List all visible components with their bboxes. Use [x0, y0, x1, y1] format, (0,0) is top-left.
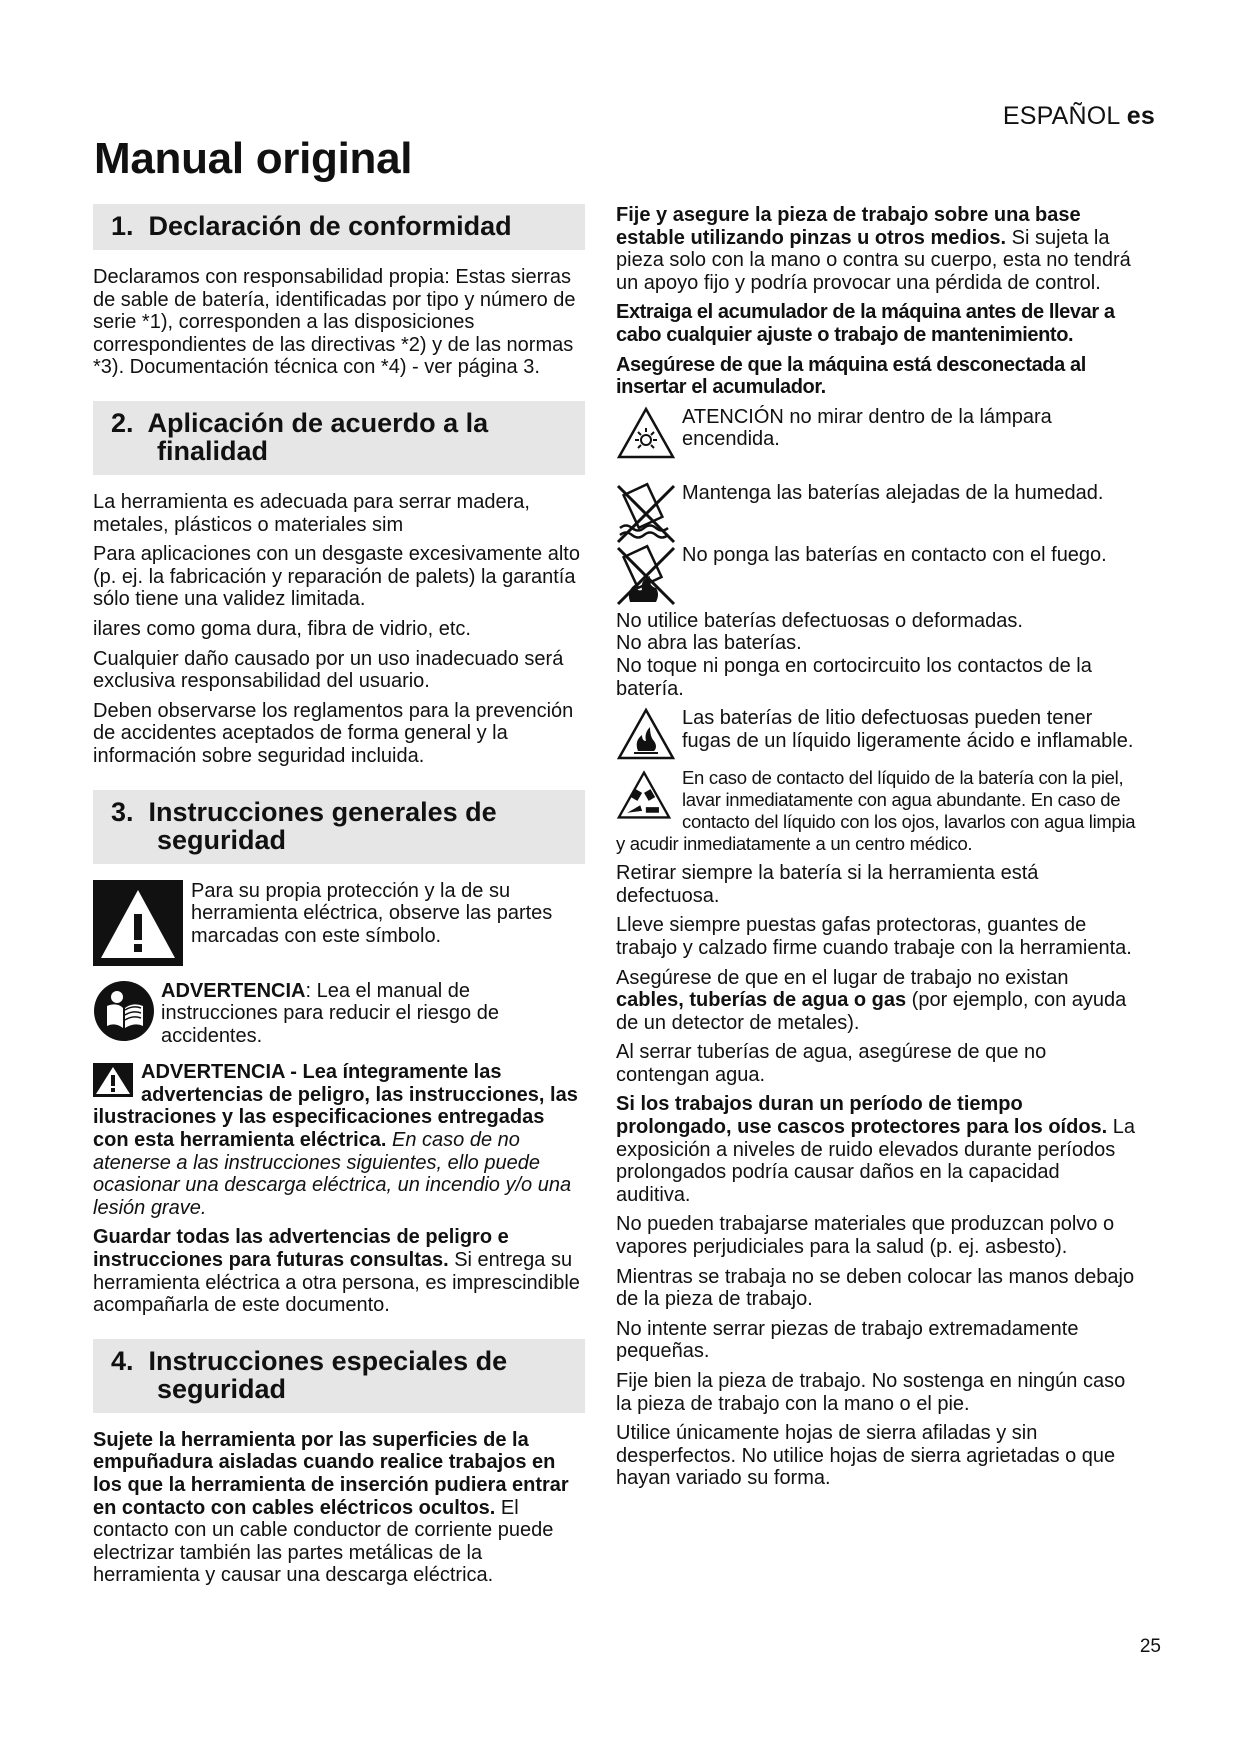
read-manual-icon	[93, 980, 155, 1042]
hidden-cables	[616, 967, 1136, 1035]
hidden-cables-bold: cables, tuberías de agua o gas	[616, 989, 907, 1012]
section-title-line1: Instrucciones especiales de	[148, 1345, 508, 1376]
page-title: Manual original	[94, 134, 413, 183]
conformity-text: Declaramos con responsabilidad propia: Estas sierras de sable de batería, identificadas por tipo y número de serie *1), corresponden a las disposiciones correspondientes de las directivas *2) y de las normas *3). Documentación técnica con *4) - ver página 3.	[93, 266, 576, 379]
humidity-warning	[616, 482, 1136, 544]
fire-warning	[616, 544, 1136, 606]
paragraph: Deben observarse los reglamentos para la prevención de accidentes aceptados de forma general y la información sobre seguridad incluida.	[93, 699, 574, 767]
paragraph: Cualquier daño causado por un uso inadecuado será exclusiva responsabilidad del usuario.	[93, 647, 564, 693]
symbol-note-text: Para su propia protección y la de su herramienta eléctrica, observe las partes marcadas con este símbolo.	[191, 879, 553, 947]
no-water-icon	[616, 482, 676, 544]
humidity-text: Mantenga las baterías alejadas de la humedad.	[682, 481, 1104, 504]
section-title-line2: seguridad	[157, 824, 287, 855]
paragraph: La herramienta es adecuada para serrar madera, metales, plásticos o materiales sim	[93, 490, 530, 536]
insulated-grip-bold: Sujete la herramienta por las superficies de la empuñadura aisladas cuando realice trabajos en los que la herramienta de inserción pudiera entrar en contacto con cables eléctricos ocultos.	[93, 1428, 569, 1519]
general-warning-italic: En caso de no atenerse a las instrucciones siguientes, ello puede ocasionar una descarga eléctrica, un incendio y/o una lesión grave.	[93, 1129, 572, 1219]
no-open-batteries: No abra las baterías.	[616, 632, 802, 655]
warning-label: ADVERTENCIA	[161, 979, 306, 1002]
battery-liquid-contact	[616, 767, 1136, 855]
fix-workpiece-text: Si sujeta la pieza solo con la mano o contra su cuerpo, esta no tendrá un apoyo fijo y podría provocar una pérdida de control.	[616, 226, 1131, 294]
remove-battery: Extraiga el acumulador de la máquina antes de llevar a cabo cualquier ajuste o trabajo de mantenimiento.	[616, 301, 1115, 346]
section-number: 4.	[111, 1345, 134, 1376]
paragraph: Para aplicaciones con un desgaste excesivamente alto (p. ej. la fabricación y reparación de palets) la garantía sólo tiene una validez limitada.	[93, 543, 580, 611]
section-number: 2.	[111, 407, 134, 438]
lamp-warning-text: ATENCIÓN no mirar dentro de la lámpara encendida.	[682, 405, 1052, 451]
battery-liquid-text: En caso de contacto del líquido de la batería con la piel, lavar inmediatamente con agua abundante. En caso de contacto del líquido con los ojos, lavarlos con agua limpia y acudir inmediatamente a un centro médico.	[616, 767, 1136, 855]
lithium-warning	[616, 707, 1136, 761]
language-label	[1003, 102, 1155, 131]
section-title-line2: finalidad	[157, 435, 269, 466]
protective-gear: Lleve siempre puestas gafas protectoras, guantes de trabajo y calzado firme cuando trabaje con la herramienta.	[616, 914, 1132, 959]
corrosive-warning-icon	[616, 769, 672, 821]
hidden-cables-pre: Asegúrese de que en el lugar de trabajo no existan	[616, 966, 1069, 989]
insulated-grip-warning	[93, 1429, 585, 1587]
small-pieces: No intente serrar piezas de trabajo extremadamente pequeñas.	[616, 1317, 1079, 1363]
right-column	[616, 204, 1136, 1497]
section-number: 1.	[111, 211, 134, 241]
section-title: Declaración de conformidad	[148, 211, 512, 241]
no-short-circuit: No toque ni ponga en cortocircuito los contactos de la batería.	[616, 654, 1092, 700]
general-warning-bold: ADVERTENCIA - Lea íntegramente las advertencias de peligro, las instrucciones, las ilustraciones y las especificaciones entregadas con esta herramienta eléctrica.	[93, 1061, 578, 1152]
read-manual-text	[155, 980, 585, 1048]
section-number: 3.	[111, 796, 134, 827]
ear-protection	[616, 1093, 1136, 1206]
water-pipes: Al serrar tuberías de agua, asegúrese de que no contengan agua.	[616, 1041, 1047, 1086]
lithium-text: Las baterías de litio defectuosas pueden tener fugas de un líquido ligeramente ácido e inflamable.	[682, 707, 1134, 752]
keep-instructions	[93, 1226, 585, 1316]
hidden-cables-post: (por ejemplo, con ayuda de un detector de metales).	[616, 989, 1127, 1034]
read-manual-body: : Lea el manual de instrucciones para reducir el riesgo de accidentes.	[161, 979, 499, 1047]
section-title-line1: Aplicación de acuerdo a la	[147, 407, 489, 438]
warning-triangle-icon	[93, 1063, 133, 1097]
insulated-grip-text: El contacto con un cable conductor de corriente puede electrizar también las partes metálicas de la herramienta y causar una descarga eléctrica.	[93, 1496, 554, 1587]
disconnected-check: Asegúrese de que la máquina está desconectada al insertar el acumulador.	[616, 353, 1086, 399]
left-column	[93, 204, 585, 1594]
symbol-note	[93, 880, 585, 966]
defective-batteries: No utilice baterías defectuosas o deformadas.	[616, 609, 1023, 632]
language-name: ESPAÑOL	[1002, 102, 1120, 130]
hold-workpiece: Fije bien la pieza de trabajo. No sostenga en ningún caso la pieza de trabajo con la mano o el pie.	[616, 1370, 1126, 1415]
ear-protection-text: La exposición a niveles de ruido elevados durante períodos prolongados podría causar daños en la capacidad auditiva.	[616, 1116, 1136, 1206]
keep-instructions-text: Si entrega su herramienta eléctrica a otra persona, es imprescindible acompañarla de este documento.	[93, 1249, 580, 1317]
warning-triangle-icon	[93, 880, 183, 966]
paragraph: ilares como goma dura, fibra de vidrio, etc.	[93, 617, 471, 640]
fire-text: No ponga las baterías en contacto con el fuego.	[682, 543, 1107, 566]
section-title-line1: Instrucciones generales de	[148, 796, 497, 827]
no-fire-icon	[616, 544, 676, 606]
language-code: es	[1126, 102, 1155, 130]
section-4-heading	[93, 1339, 585, 1413]
remove-defective: Retirar siempre la batería si la herramienta está defectuosa.	[616, 862, 1039, 907]
lamp-warning	[616, 406, 1136, 460]
saw-blades: Utilice únicamente hojas de sierra afiladas y sin desperfectos. No utilice hojas de sierra agrietadas o que hayan variado su forma.	[616, 1422, 1116, 1490]
lamp-warning-icon	[616, 406, 676, 460]
ear-protection-bold: Si los trabajos duran un período de tiempo prolongado, use cascos protectores para los oídos.	[616, 1093, 1108, 1139]
section-3-heading	[93, 790, 585, 864]
keep-instructions-bold: Guardar todas las advertencias de peligro e instrucciones para futuras consultas.	[93, 1226, 509, 1272]
section-title-line2: seguridad	[157, 1373, 287, 1404]
hands-warning: Mientras se trabaja no se deben colocar las manos debajo de la pieza de trabajo.	[616, 1265, 1135, 1311]
fix-workpiece	[616, 204, 1136, 294]
general-warning	[93, 1061, 585, 1219]
harmful-dust: No pueden trabajarse materiales que produzcan polvo o vapores perjudiciales para la salud (p. ej. asbesto).	[616, 1213, 1115, 1259]
fix-workpiece-bold: Fije y asegure la pieza de trabajo sobre una base estable utilizando pinzas u otros medios.	[616, 204, 1081, 249]
section-2-heading	[93, 401, 585, 475]
read-manual-note	[93, 980, 585, 1048]
section-1-heading	[93, 204, 585, 250]
page-number: 25	[1139, 1636, 1161, 1657]
flammable-warning-icon	[616, 707, 676, 761]
